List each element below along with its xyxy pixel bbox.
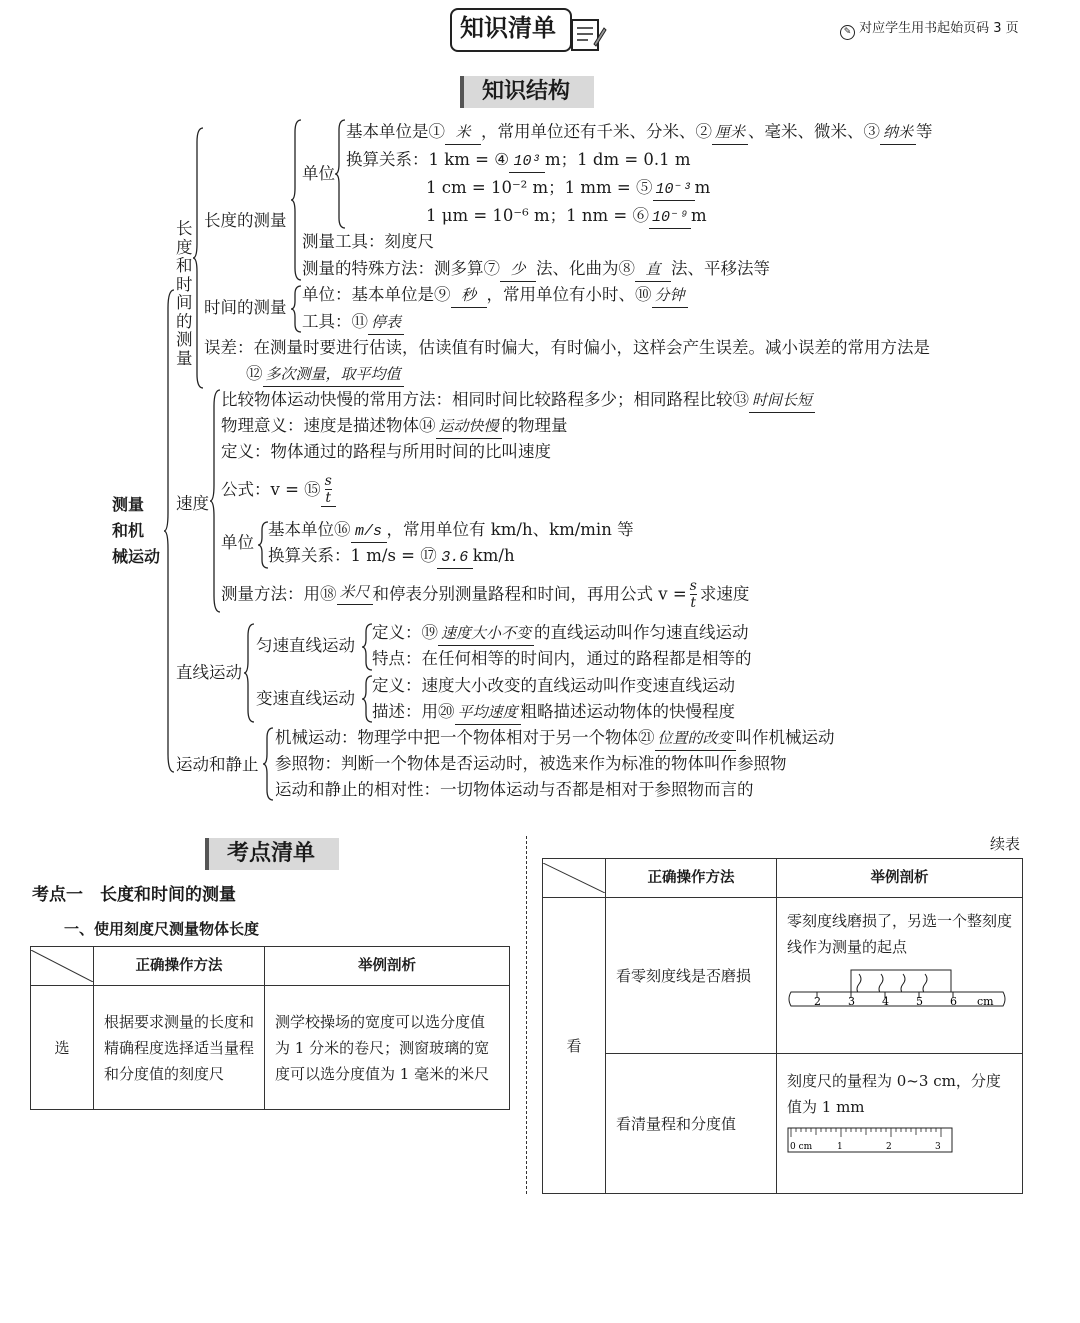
- table1-row-label: 选: [31, 986, 94, 1110]
- table2-r1-method: 看零刻度线是否磨损: [606, 898, 777, 1054]
- ruler1-label-5: 5: [916, 995, 923, 1008]
- ruler1-label-3: 3: [848, 995, 855, 1008]
- structure-title: 知识结构: [460, 76, 594, 108]
- conv-line-1: 换算关系：1 km = ④ 10³ m；1 dm = 0.1 m: [346, 150, 691, 173]
- worn-ruler-diagram: [787, 966, 1009, 1016]
- ruler2-label-3: 3: [935, 1142, 941, 1152]
- table2-r2-method: 看清量程和分度值: [606, 1054, 777, 1194]
- speed-conv-line: 换算关系：1 m/s = ⑰ 3.6 km/h: [268, 546, 515, 569]
- variable-desc-line: 描述：用⑳ 平均速度 粗略描述运动物体的快慢程度: [372, 702, 735, 725]
- section-banner: [450, 8, 610, 56]
- continued-label: 续表: [990, 835, 1021, 853]
- uniform-label: 匀速直线运动: [256, 636, 355, 655]
- exam-title: 考点清单: [205, 838, 339, 870]
- table2-r1-example-cell: [777, 898, 1023, 1054]
- length-measure-label: 长度的测量: [204, 211, 287, 230]
- base-unit-line: 基本单位是① 米 ，常用单位还有千米、分米、② 厘米 、毫米、微米、③ 纳米 等: [346, 122, 933, 145]
- meaning-line: 物理意义：速度是描述物体⑭ 运动快慢 的物理量: [221, 416, 568, 439]
- point1-heading: 考点一 长度和时间的测量: [32, 885, 236, 905]
- conv-line-3: 1 μm = 10⁻⁶ m；1 nm = ⑥ 10⁻⁹ m: [426, 206, 707, 229]
- speed-unit-label: 单位: [221, 533, 254, 552]
- header-title: 知识清单: [460, 14, 556, 42]
- column-divider: [526, 836, 527, 1194]
- table2-corner: [543, 859, 606, 898]
- table2-r2-example-cell: [777, 1054, 1023, 1194]
- table2-col2: 举例剖析: [777, 859, 1023, 898]
- speed-label: 速度: [176, 494, 209, 513]
- error-answer-line: ⑫ 多次测量，取平均值: [246, 364, 404, 387]
- formula-line: 公式：$v = ⑮\frac{s}{t}$: [221, 473, 336, 507]
- root-topic: 测量 和机 械运动: [112, 495, 161, 566]
- variable-label: 变速直线运动: [256, 689, 355, 708]
- time-measure-label: 时间的测量: [204, 298, 287, 317]
- ruler1-label-6: 6: [950, 995, 957, 1008]
- length-time-label: 长度和时间的测量: [176, 219, 193, 368]
- notebook-icon: [568, 14, 608, 54]
- ruler2-label-0: 0 cm: [790, 1142, 813, 1152]
- table1-corner: [31, 947, 94, 986]
- brace-linear: [244, 622, 256, 724]
- table2-col1: 正确操作方法: [606, 859, 777, 898]
- table1-method: 根据要求测量的长度和精确程度选择适当量程和分度值的刻度尺: [94, 986, 265, 1110]
- time-unit-line: 单位：基本单位是⑨ 秒 ，常用单位有小时、⑩ 分钟: [302, 285, 688, 308]
- tool-line: 测量工具：刻度尺: [302, 232, 434, 251]
- table2-row-label: 看: [543, 898, 606, 1194]
- table2-r1-example: 零刻度线磨损了，另选一个整刻度线作为测量的起点: [787, 912, 1013, 956]
- table1-col1: 正确操作方法: [94, 947, 265, 986]
- error-line: 误差：在测量时要进行估读，估读值有时偏大，有时偏小，这样会产生误差。减小误差的常用方法是: [204, 338, 930, 357]
- ruler1-label-2: 2: [814, 995, 821, 1008]
- table2-r2-example: 刻度尺的量程为 0~3 cm，分度值为 1 mm: [787, 1072, 1001, 1116]
- conv-line-2: 1 cm = 10⁻² m；1 mm = ⑤ 10⁻³ m: [426, 178, 710, 201]
- ruler2-label-1: 1: [837, 1142, 843, 1152]
- mechanical-motion-line: 机械运动：物理学中把一个物体相对于另一个物体㉑ 位置的改变 叫作机械运动: [275, 728, 835, 751]
- table-1: [30, 946, 510, 1110]
- linear-label: 直线运动: [176, 663, 242, 682]
- page-reference: ✎ 对应学生用书起始页码 3 页: [840, 20, 1019, 40]
- speed-base-unit-line: 基本单位⑯ m/s ，常用单位有 km/h、km/min 等: [268, 520, 634, 543]
- sub1-heading: 一、使用刻度尺测量物体长度: [64, 920, 260, 938]
- method-line: 测量方法：用⑱ 米尺 和停表分别测量路程和时间，再用公式 $v =\frac{s}{t}$求速度: [221, 578, 750, 611]
- table-2: [542, 858, 1023, 1194]
- special-method-line: 测量的特殊方法：测多算⑦ 少 法、化曲为⑧ 直 法、平移法等: [302, 259, 770, 282]
- pencil-icon: ✎: [840, 25, 855, 40]
- unit-label: 单位: [302, 164, 335, 183]
- ruler1-label-4: 4: [882, 995, 889, 1008]
- ruler1-unit: cm: [977, 995, 994, 1008]
- definition-line: 定义：物体通过的路程与所用时间的比叫速度: [221, 442, 551, 461]
- reference-line: 参照物：判断一个物体是否运动时，被选来作为标准的物体叫作参照物: [275, 754, 787, 773]
- uniform-def-line: 定义：⑲ 速度大小不变 的直线运动叫作匀速直线运动: [372, 623, 749, 646]
- ruler2-label-2: 2: [886, 1142, 892, 1152]
- table1-example: 测学校操场的宽度可以选分度值为 1 分米的卷尺；测窗玻璃的宽度可以选分度值为 1 毫米的米尺: [265, 986, 510, 1110]
- compare-line: 比较物体运动快慢的常用方法：相同时间比较路程多少；相同路程比较⑬ 时间长短: [221, 390, 815, 413]
- brace-motion: [263, 726, 275, 802]
- mm-ruler-diagram: [787, 1126, 957, 1156]
- brace-root: [164, 288, 176, 774]
- time-tool-line: 工具：⑪ 停表: [302, 312, 404, 335]
- table1-col2: 举例剖析: [265, 947, 510, 986]
- method-fraction: $\frac{s}{t}$: [689, 578, 697, 611]
- motion-rest-label: 运动和静止: [176, 755, 259, 774]
- variable-def-line: 定义：速度大小改变的直线运动叫作变速直线运动: [372, 676, 735, 695]
- uniform-feature-line: 特点：在任何相等的时间内，通过的路程都是相等的: [372, 649, 752, 668]
- formula-fraction: $\frac{s}{t}$: [321, 473, 336, 507]
- brace-length: [291, 118, 303, 282]
- relativity-line: 运动和静止的相对性：一切物体运动与否都是相对于参照物而言的: [275, 780, 754, 799]
